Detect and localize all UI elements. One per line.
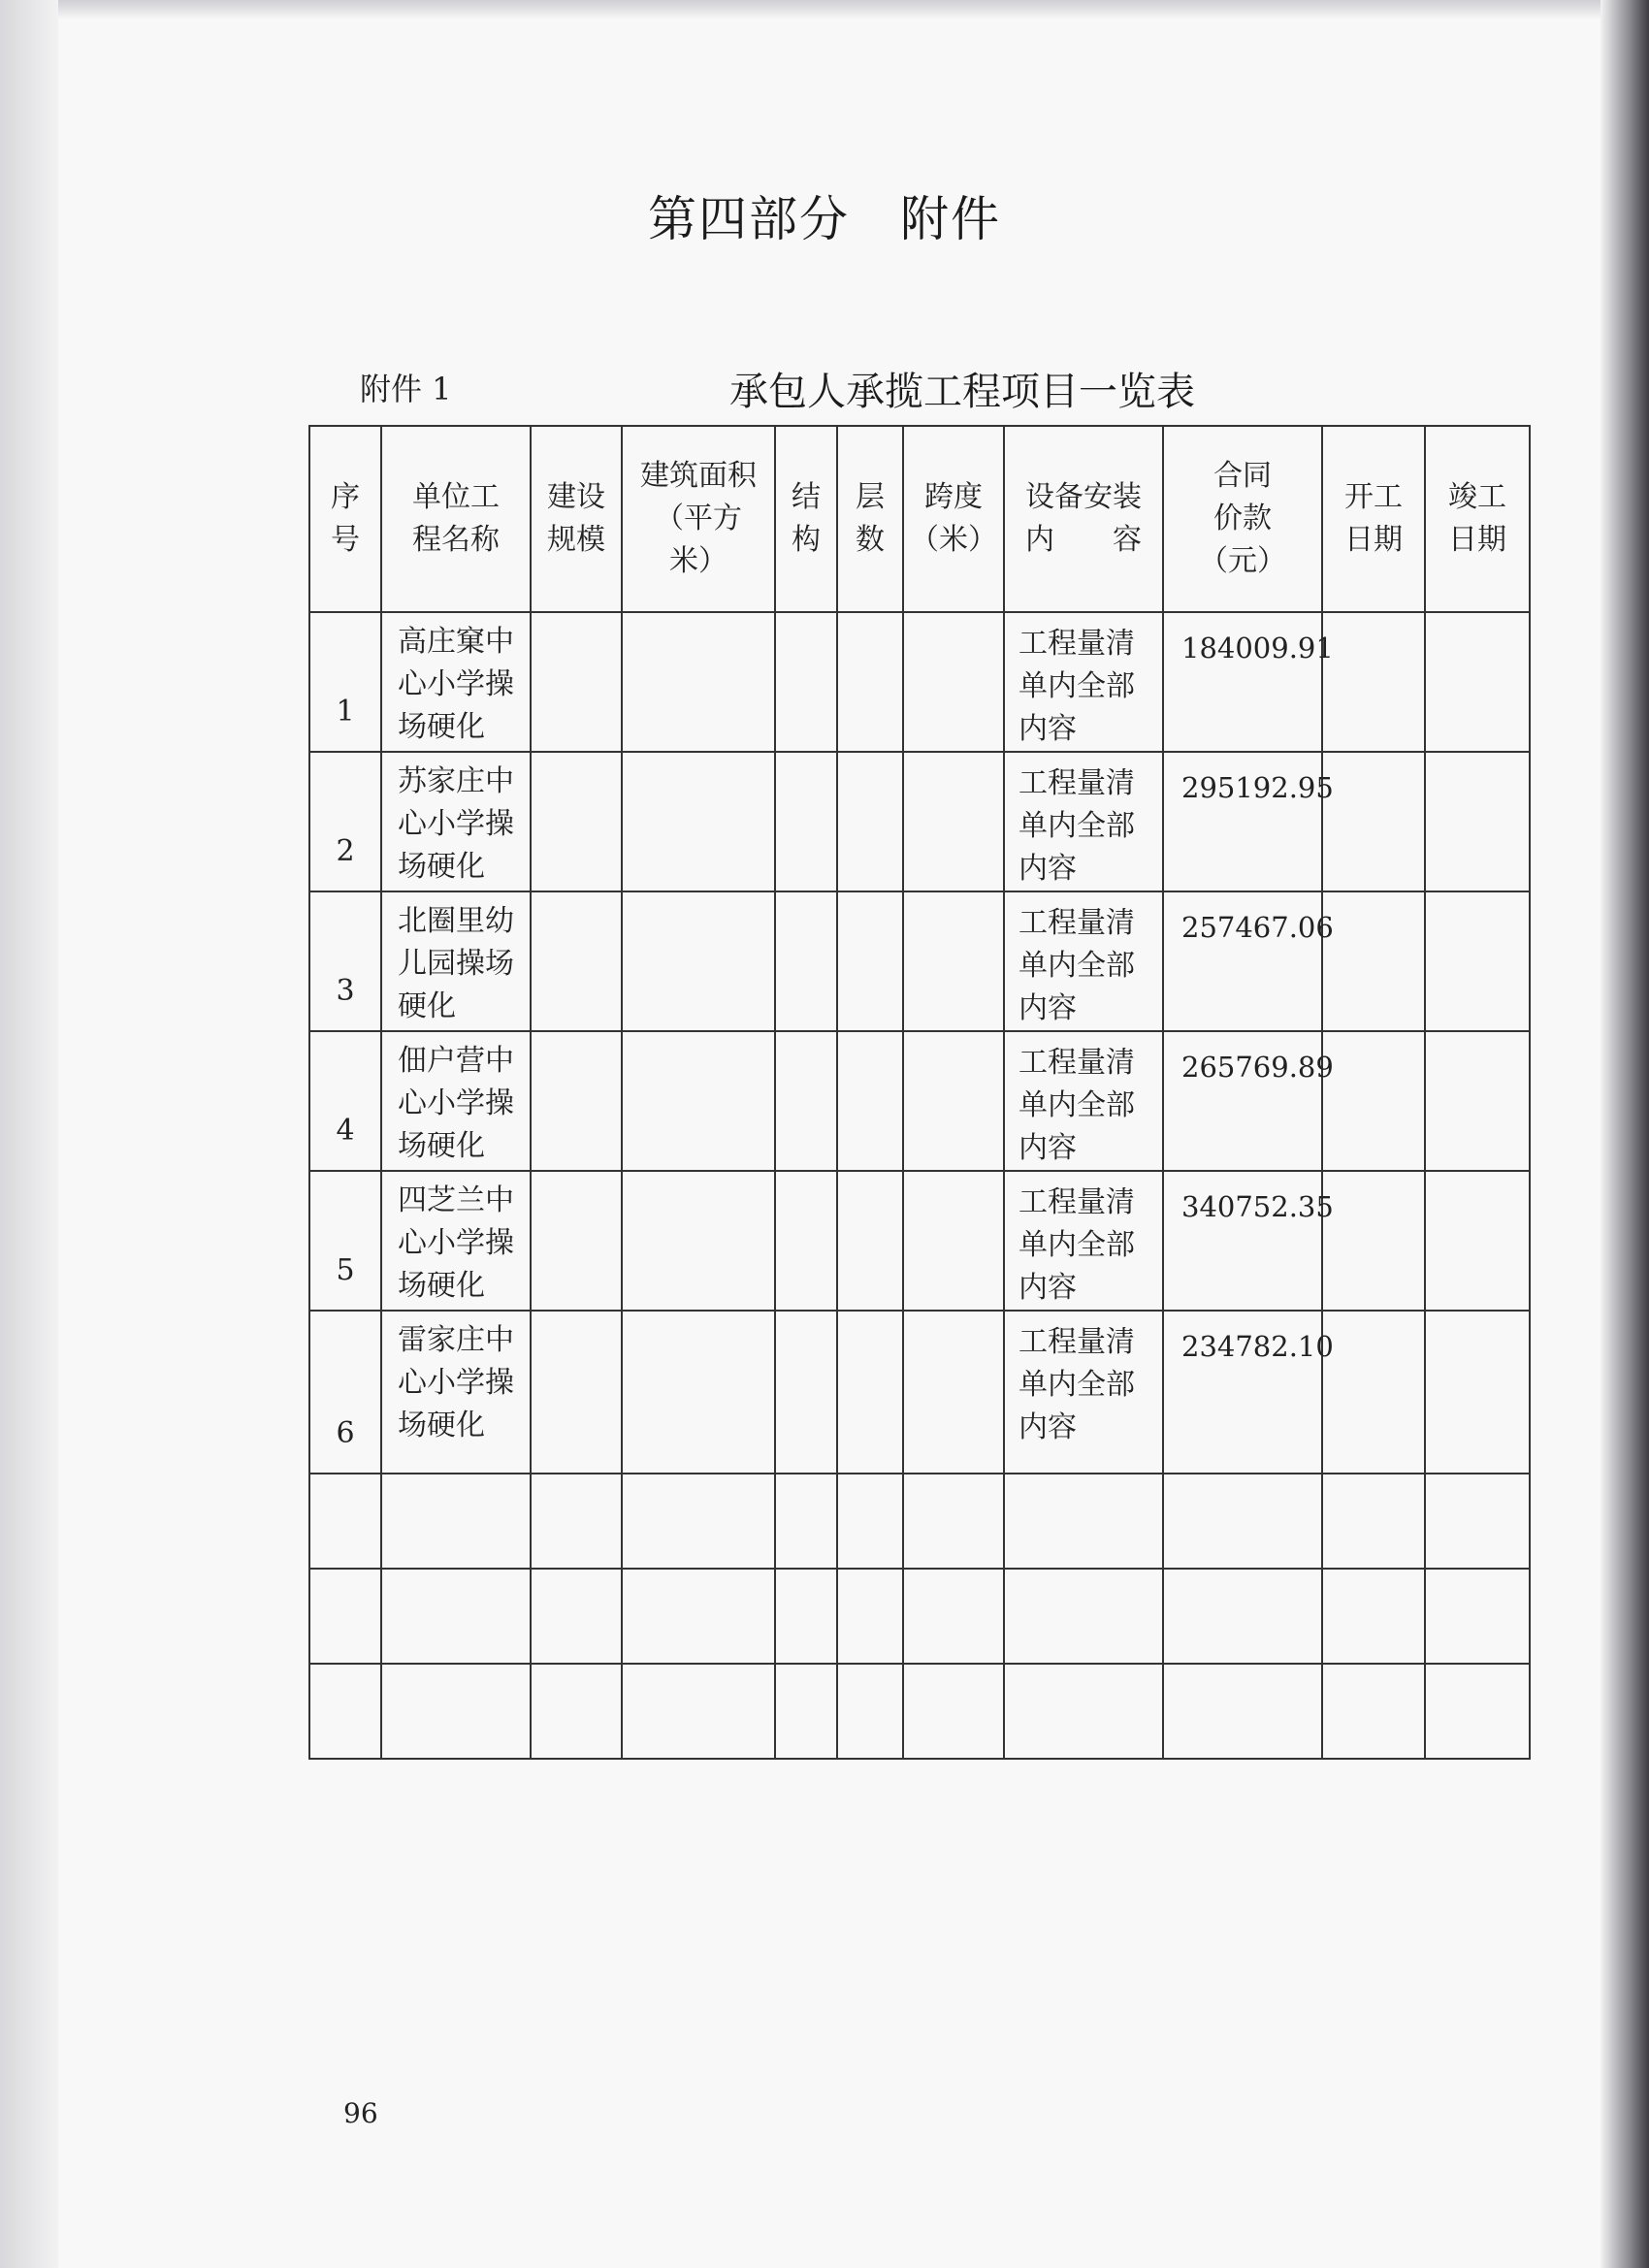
empty-cell — [837, 1569, 903, 1664]
header-equipment — [1004, 426, 1163, 612]
cell-span — [903, 752, 1004, 891]
cell-structure — [775, 752, 837, 891]
name-line: 场硬化 — [398, 850, 485, 884]
cell-structure — [775, 1171, 837, 1311]
part-title: 第四部分 附件 — [648, 191, 1001, 247]
cell-equipment — [1004, 891, 1163, 1031]
cell-area — [622, 1031, 775, 1171]
empty-cell — [309, 1664, 381, 1759]
name-line: 心小学操 — [398, 1086, 514, 1120]
header-price-line: 合同 — [1213, 459, 1272, 493]
cell-floors — [837, 1031, 903, 1171]
header-start-line: 日期 — [1344, 523, 1403, 557]
name-line: 心小学操 — [398, 1366, 514, 1400]
header-start-line: 开工 — [1344, 480, 1403, 514]
header-seq — [309, 426, 381, 612]
empty-cell — [622, 1474, 775, 1569]
cell-equipment — [1004, 1311, 1163, 1474]
name-line: 硬化 — [398, 989, 456, 1023]
header-price — [1163, 426, 1322, 612]
name-line: 苏家庄中 — [398, 764, 514, 798]
header-structure-line: 结 — [792, 480, 821, 514]
cell-end-date — [1425, 612, 1530, 752]
cell-equipment — [1004, 612, 1163, 752]
equipment-line: 工程量清 — [1018, 1185, 1135, 1219]
cell-seq: 4 — [309, 1031, 381, 1171]
equipment-line: 内容 — [1018, 1271, 1077, 1305]
equipment-line: 内容 — [1018, 712, 1077, 746]
cell-area — [622, 1171, 775, 1311]
page-right-shadow — [1600, 0, 1649, 2268]
cell-seq: 6 — [309, 1311, 381, 1474]
cell-structure — [775, 1031, 837, 1171]
name-line: 心小学操 — [398, 807, 514, 841]
cell-project-name — [381, 752, 531, 891]
empty-cell — [1004, 1664, 1163, 1759]
project-table — [308, 425, 1531, 1760]
header-row — [309, 426, 1530, 612]
equipment-line: 工程量清 — [1018, 627, 1135, 661]
cell-structure — [775, 612, 837, 752]
equipment-line: 工程量清 — [1018, 1325, 1135, 1359]
cell-price: 234782.10 — [1163, 1311, 1322, 1474]
cell-span — [903, 1311, 1004, 1474]
table-title: 承包人承揽工程项目一览表 — [729, 370, 1195, 414]
empty-cell — [1163, 1664, 1322, 1759]
cell-project-name — [381, 1171, 531, 1311]
header-floors — [837, 426, 903, 612]
header-span — [903, 426, 1004, 612]
empty-cell — [531, 1664, 622, 1759]
header-floors-line: 层 — [856, 480, 885, 514]
cell-end-date — [1425, 1171, 1530, 1311]
header-area-line: 米） — [669, 544, 728, 578]
empty-cell — [1425, 1569, 1530, 1664]
empty-cell — [622, 1569, 775, 1664]
header-name-line: 单位工 — [412, 480, 500, 514]
page-number: 96 — [343, 2097, 378, 2129]
cell-floors — [837, 752, 903, 891]
cell-scale — [531, 1311, 622, 1474]
name-line: 高庄窠中 — [398, 625, 514, 659]
name-line: 佃户营中 — [398, 1044, 514, 1078]
header-end-line: 日期 — [1448, 523, 1506, 557]
empty-row — [309, 1569, 1530, 1664]
cell-equipment — [1004, 1031, 1163, 1171]
cell-scale — [531, 612, 622, 752]
empty-cell — [903, 1474, 1004, 1569]
header-end-line: 竣工 — [1448, 480, 1506, 514]
cell-start-date — [1322, 752, 1425, 891]
equipment-line: 单内全部 — [1018, 809, 1135, 843]
cell-scale — [531, 1171, 622, 1311]
cell-seq: 3 — [309, 891, 381, 1031]
cell-seq: 1 — [309, 612, 381, 752]
header-seq-line: 序 — [331, 480, 360, 514]
empty-cell — [1163, 1569, 1322, 1664]
header-scale — [531, 426, 622, 612]
cell-project-name — [381, 1311, 531, 1474]
cell-start-date — [1322, 1171, 1425, 1311]
cell-project-name — [381, 1031, 531, 1171]
equipment-line: 内容 — [1018, 1410, 1077, 1444]
page-left-shadow — [0, 0, 58, 2268]
cell-project-name — [381, 891, 531, 1031]
empty-cell — [837, 1474, 903, 1569]
page-top-shadow — [0, 0, 1649, 19]
empty-row — [309, 1474, 1530, 1569]
cell-seq: 5 — [309, 1171, 381, 1311]
cell-floors — [837, 1311, 903, 1474]
empty-cell — [775, 1474, 837, 1569]
empty-cell — [1004, 1569, 1163, 1664]
header-area-line: 建筑面积 — [640, 459, 757, 493]
header-end-date — [1425, 426, 1530, 612]
header-equipment-line: 设备安装 — [1025, 480, 1142, 514]
header-scale-line: 规模 — [547, 523, 605, 557]
empty-cell — [531, 1474, 622, 1569]
cell-floors — [837, 891, 903, 1031]
name-line: 场硬化 — [398, 1129, 485, 1163]
header-name — [381, 426, 531, 612]
cell-floors — [837, 1171, 903, 1311]
empty-cell — [381, 1474, 531, 1569]
header-span-line: 跨度 — [924, 480, 983, 514]
cell-end-date — [1425, 1311, 1530, 1474]
cell-span — [903, 612, 1004, 752]
cell-start-date — [1322, 1311, 1425, 1474]
header-price-line: （元） — [1199, 544, 1286, 578]
name-line: 场硬化 — [398, 1409, 485, 1442]
header-span-line: （米） — [910, 523, 997, 557]
equipment-line: 内容 — [1018, 852, 1077, 886]
empty-cell — [1322, 1474, 1425, 1569]
empty-cell — [381, 1664, 531, 1759]
cell-scale — [531, 891, 622, 1031]
cell-price: 257467.06 — [1163, 891, 1322, 1031]
cell-start-date — [1322, 612, 1425, 752]
cell-floors — [837, 612, 903, 752]
name-line: 心小学操 — [398, 1226, 514, 1260]
header-area-line: （平方 — [655, 502, 742, 535]
table-row — [309, 1031, 1530, 1171]
empty-cell — [1425, 1474, 1530, 1569]
equipment-line: 工程量清 — [1018, 766, 1135, 800]
header-price-line: 价款 — [1213, 502, 1272, 535]
table-row — [309, 1311, 1530, 1474]
empty-cell — [622, 1664, 775, 1759]
annex-label: 附件 1 — [360, 371, 452, 407]
empty-cell — [903, 1569, 1004, 1664]
cell-start-date — [1322, 1031, 1425, 1171]
equipment-line: 单内全部 — [1018, 949, 1135, 983]
header-structure-line: 构 — [792, 523, 821, 557]
table-row — [309, 891, 1530, 1031]
equipment-line: 单内全部 — [1018, 1228, 1135, 1262]
cell-project-name — [381, 612, 531, 752]
cell-span — [903, 1171, 1004, 1311]
empty-cell — [775, 1569, 837, 1664]
table-row — [309, 752, 1530, 891]
empty-cell — [309, 1474, 381, 1569]
cell-price: 295192.95 — [1163, 752, 1322, 891]
cell-structure — [775, 1311, 837, 1474]
cell-price: 265769.89 — [1163, 1031, 1322, 1171]
name-line: 四芝兰中 — [398, 1183, 514, 1217]
cell-area — [622, 1311, 775, 1474]
equipment-line: 单内全部 — [1018, 669, 1135, 703]
name-line: 场硬化 — [398, 1269, 485, 1303]
cell-scale — [531, 752, 622, 891]
header-area — [622, 426, 775, 612]
cell-end-date — [1425, 1031, 1530, 1171]
cell-price: 184009.91 — [1163, 612, 1322, 752]
name-line: 雷家庄中 — [398, 1323, 514, 1357]
header-floors-line: 数 — [856, 523, 885, 557]
name-line: 儿园操场 — [398, 947, 514, 981]
name-line: 北圈里幼 — [398, 904, 514, 938]
equipment-line: 工程量清 — [1018, 906, 1135, 940]
empty-cell — [1163, 1474, 1322, 1569]
header-start-date — [1322, 426, 1425, 612]
cell-area — [622, 891, 775, 1031]
name-line: 心小学操 — [398, 667, 514, 701]
cell-span — [903, 891, 1004, 1031]
equipment-line: 单内全部 — [1018, 1088, 1135, 1122]
header-structure — [775, 426, 837, 612]
empty-cell — [1425, 1664, 1530, 1759]
cell-area — [622, 612, 775, 752]
cell-span — [903, 1031, 1004, 1171]
empty-cell — [903, 1664, 1004, 1759]
cell-price: 340752.35 — [1163, 1171, 1322, 1311]
name-line: 场硬化 — [398, 710, 485, 744]
empty-cell — [1322, 1664, 1425, 1759]
table-row — [309, 1171, 1530, 1311]
header-scale-line: 建设 — [547, 480, 605, 514]
empty-cell — [1322, 1569, 1425, 1664]
empty-row — [309, 1664, 1530, 1759]
cell-seq: 2 — [309, 752, 381, 891]
cell-start-date — [1322, 891, 1425, 1031]
cell-area — [622, 752, 775, 891]
cell-structure — [775, 891, 837, 1031]
empty-cell — [381, 1569, 531, 1664]
empty-cell — [775, 1664, 837, 1759]
header-equipment-line: 内 容 — [1025, 523, 1142, 557]
equipment-line: 内容 — [1018, 991, 1077, 1025]
cell-scale — [531, 1031, 622, 1171]
equipment-line: 工程量清 — [1018, 1046, 1135, 1080]
cell-equipment — [1004, 752, 1163, 891]
cell-equipment — [1004, 1171, 1163, 1311]
table-row — [309, 612, 1530, 752]
equipment-line: 单内全部 — [1018, 1368, 1135, 1402]
empty-cell — [837, 1664, 903, 1759]
equipment-line: 内容 — [1018, 1131, 1077, 1165]
empty-cell — [531, 1569, 622, 1664]
cell-end-date — [1425, 752, 1530, 891]
header-seq-line: 号 — [331, 523, 360, 557]
cell-end-date — [1425, 891, 1530, 1031]
empty-cell — [309, 1569, 381, 1664]
header-name-line: 程名称 — [412, 523, 500, 557]
empty-cell — [1004, 1474, 1163, 1569]
